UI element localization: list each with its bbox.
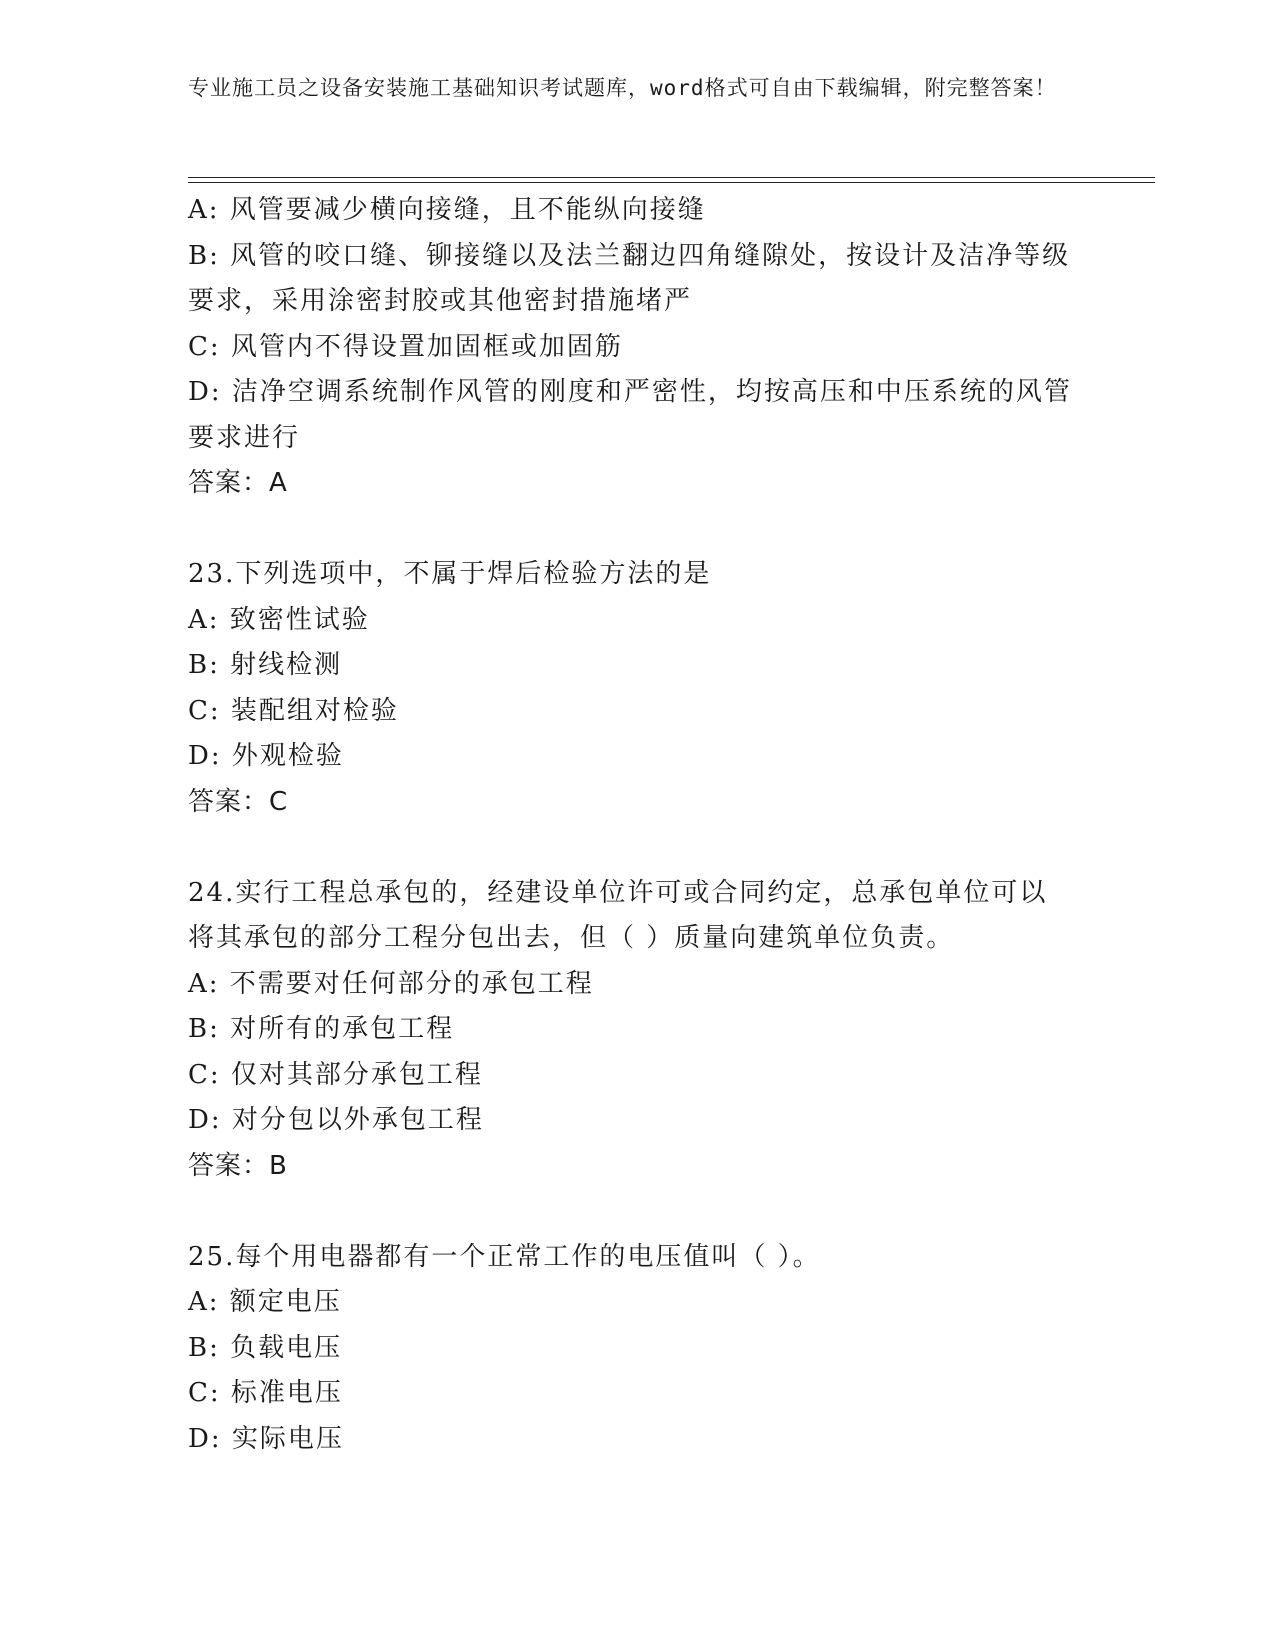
option-a: A: 风管要减少横向接缝，且不能纵向接缝 bbox=[188, 195, 706, 225]
question-stem: 23.下列选项中，不属于焊后检验方法的是 bbox=[188, 559, 712, 589]
question-content bbox=[188, 188, 1088, 1462]
option-d: D: 洁净空调系统制作风管的刚度和严密性，均按高压和中压系统的风管要求进行 bbox=[188, 377, 1072, 453]
spacer bbox=[188, 825, 1088, 871]
option-d: D: 对分包以外承包工程 bbox=[188, 1105, 484, 1135]
option-c: C: 风管内不得设置加固框或加固筋 bbox=[188, 331, 623, 362]
question-25 bbox=[188, 1235, 1088, 1463]
option-d: D: 实际电压 bbox=[188, 1423, 344, 1454]
header-divider-top bbox=[188, 177, 1155, 178]
spacer bbox=[188, 1189, 1088, 1235]
option-b: B: 对所有的承包工程 bbox=[188, 1014, 455, 1044]
option-c: C: 仅对其部分承包工程 bbox=[188, 1059, 483, 1090]
option-a: A: 致密性试验 bbox=[188, 604, 370, 635]
option-b: B: 射线检测 bbox=[188, 650, 343, 680]
question-22 bbox=[188, 188, 1088, 507]
document-header: 专业施工员之设备安装施工基础知识考试题库，word格式可自由下载编辑，附完整答案！ bbox=[188, 76, 1057, 100]
answer: 答案：A bbox=[188, 468, 288, 498]
question-stem: 24.实行工程总承包的，经建设单位许可或合同约定，总承包单位可以将其承包的部分工程分包出去，但（ ）质量向建筑单位负责。 bbox=[188, 877, 1048, 953]
answer: 答案：B bbox=[188, 1150, 288, 1181]
question-24 bbox=[188, 871, 1088, 1190]
option-b: B: 负载电压 bbox=[188, 1332, 343, 1363]
header-divider-bottom bbox=[188, 182, 1155, 183]
option-b: B: 风管的咬口缝、铆接缝以及法兰翻边四角缝隙处，按设计及洁净等级要求，采用涂密封胶或其他密封措施堵严 bbox=[188, 240, 1071, 316]
option-a: A: 额定电压 bbox=[188, 1287, 342, 1317]
answer: 答案：C bbox=[188, 786, 289, 817]
question-23 bbox=[188, 552, 1088, 825]
option-d: D: 外观检验 bbox=[188, 741, 344, 771]
option-a: A: 不需要对任何部分的承包工程 bbox=[188, 968, 594, 999]
option-c: C: 标准电压 bbox=[188, 1378, 343, 1408]
question-stem: 25.每个用电器都有一个正常工作的电压值叫（ ）。 bbox=[188, 1241, 821, 1272]
option-c: C: 装配组对检验 bbox=[188, 695, 399, 726]
spacer bbox=[188, 507, 1088, 553]
